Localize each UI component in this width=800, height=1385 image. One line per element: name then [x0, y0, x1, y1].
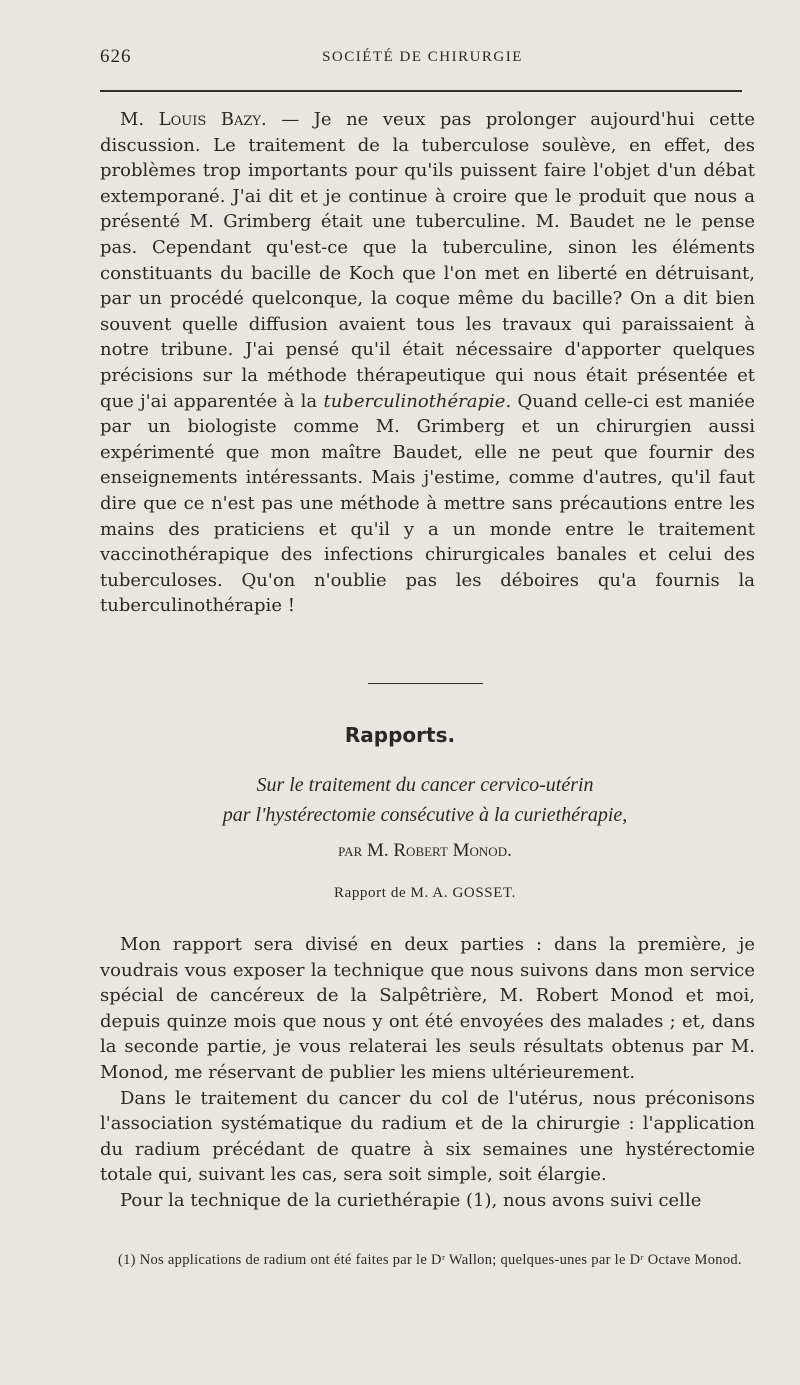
discussion-paragraph	[100, 107, 755, 619]
running-title: SOCIÉTÉ DE CHIRURGIE	[322, 49, 523, 65]
discussion-text	[100, 107, 755, 619]
speaker-name: M. Louis Bazy.	[120, 109, 267, 130]
report-title	[0, 770, 800, 830]
report-paragraph: Dans le traitement du cancer du col de l'utérus, nous préconisons l'association systématique du radium et de la chirurgie : l'application du radium précédant de quatre à six semaines une hystérectomie totale qui, suivant les cas, sera soit simple, soit élargie.	[100, 1087, 755, 1186]
footnote	[100, 1249, 752, 1271]
discussion-body: — Je ne veux pas prolonger aujourd'hui cette discussion. Le traitement de la tuberculose soulève, en effet, des problèmes trop importants pour qu'ils puissent faire l'objet d'un débat extemporané. J'ai dit et je continue à croire que le produit que nous a présenté M. Grimberg était une tuberculine. M. Baudet ne le pense pas. Cependant qu'est-ce que la tuberculine, sinon les éléments constituants du bacille de Koch que l'on met en liberté en détruisant, par un procédé quelconque, la coque même du bacille? On a dit bien souvent quelle diffusion avaient tous les travaux qui paraissaient à notre tribune. J'ai pensé qu'il était nécessaire d'apporter quelques précisions sur la méthode thérapeutique qui nous était présentée et que j'ai apparentée à la	[100, 109, 756, 412]
header-rule	[100, 90, 742, 92]
section-divider	[368, 683, 483, 684]
report-author: par M. Robert Monod.	[338, 840, 512, 861]
page-number: 626	[100, 46, 132, 67]
report-title-line-1: Sur le traitement du cancer cervico-utérin	[256, 774, 594, 796]
italic-term: tuberculinothérapie	[323, 390, 506, 412]
report-paragraph: Pour la technique de la curiethérapie (1), nous avons suivi celle	[120, 1189, 702, 1211]
page-header	[100, 46, 745, 74]
discussion-body-end: . Quand celle-ci est maniée par un biologiste comme M. Grimberg et un chirurgien aussi expérimenté que mon maître Baudet, elle ne peut que fournir des enseignements intéressants. Mais j'estime, comme d'autres, qu'il faut dire que ce n'est pas une méthode à mettre sans précautions entre les mains des praticiens et qu'il y a un monde entre le traitement vaccinothérapique des infections chirurgicales banales et celui des tuberculoses. Qu'on n'oublie pas les déboires qu'a fournis la tuberculinothérapie !	[100, 390, 755, 617]
footnote-text: (1) Nos applications de radium ont été faites par le Dʳ Wallon; quelques-unes par le Dʳ Octave Monod.	[118, 1252, 742, 1268]
section-title: Rapports.	[344, 723, 456, 747]
report-title-line-2: par l'hystérectomie consécutive à la curiethérapie,	[222, 804, 628, 826]
report-paragraph: Mon rapport sera divisé en deux parties : dans la première, je voudrais vous exposer la technique que nous suivons dans mon service spécial de cancéreux de la Salpêtrière, M. Robert Monod et moi, depuis quinze mois que nous y ont été envoyées des malades ; et, dans la seconde partie, je vous relaterai les seuls résultats obtenus par M. Monod, me réservant de publier les miens ultérieurement.	[100, 934, 755, 1083]
report-rapporteur: Rapport de M. A. GOSSET.	[333, 885, 517, 901]
report-body	[100, 932, 755, 1214]
